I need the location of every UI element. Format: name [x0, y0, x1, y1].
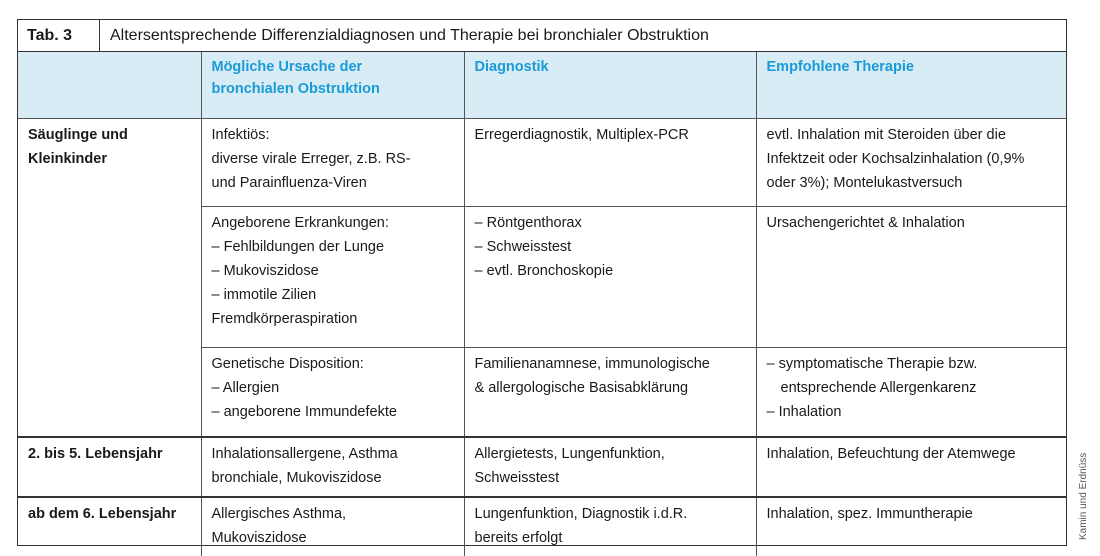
therapy-infectious: evtl. Inhalation mit Steroiden über die Infektzeit oder Kochsalzinhalation (0,9% oder 3%); Montelukastversuch	[756, 119, 1066, 207]
table-row-age6plus	[18, 497, 1066, 556]
diagnostics-age2to5: Allergietests, Lungenfunktion, Schweisstest	[464, 437, 756, 497]
group-age2to5: 2. bis 5. Lebensjahr	[18, 437, 201, 497]
table-row-age2to5	[18, 437, 1066, 497]
image-credit: Kamin und Erdnüss	[1078, 452, 1089, 540]
header-diagnostics: Diagnostik	[464, 52, 756, 119]
therapy-age2to5: Inhalation, Befeuchtung der Atemwege	[756, 437, 1066, 497]
table-title-row	[18, 20, 1066, 52]
diagnostics-age6plus: Lungenfunktion, Diagnostik i.d.R. bereits erfolgt	[464, 497, 756, 556]
diagnostics-genetic: Familienanamnese, immunologische & allergologische Basisabklärung	[464, 348, 756, 437]
header-therapy: Empfohlene Therapie	[756, 52, 1066, 119]
table-row-infectious	[18, 119, 1066, 207]
header-age-empty	[18, 52, 201, 119]
diagnosis-table	[18, 52, 1066, 556]
group-infants: Säuglinge und Kleinkinder	[18, 119, 201, 437]
cause-age6plus: Allergisches Asthma, Mukoviszidose	[201, 497, 464, 556]
cause-genetic: Genetische Disposition: – Allergien – angeborene Immundefekte	[201, 348, 464, 437]
cause-congenital: Angeborene Erkrankungen: – Fehlbildungen der Lunge – Mukoviszidose – immotile Zilien Fremdkörperaspiration	[201, 207, 464, 348]
therapy-congenital: Ursachengerichtet & Inhalation	[756, 207, 1066, 348]
table-number: Tab. 3	[18, 20, 100, 51]
diagnostics-congenital: – Röntgenthorax – Schweisstest – evtl. Bronchoskopie	[464, 207, 756, 348]
therapy-age6plus: Inhalation, spez. Immuntherapie	[756, 497, 1066, 556]
group-age6plus: ab dem 6. Lebensjahr	[18, 497, 201, 556]
table-frame	[17, 19, 1067, 546]
table-title: Altersentsprechende Differenzialdiagnosen und Therapie bei bronchialer Obstruktion	[110, 26, 709, 44]
therapy-genetic: – symptomatische Therapie bzw. entsprechende Allergenkarenz – Inhalation	[756, 348, 1066, 437]
diagnostics-infectious: Erregerdiagnostik, Multiplex-PCR	[464, 119, 756, 207]
cause-age2to5: Inhalationsallergene, Asthma bronchiale, Mukoviszidose	[201, 437, 464, 497]
header-cause: Mögliche Ursache der bronchialen Obstruktion	[201, 52, 464, 119]
cause-infectious: Infektiös: diverse virale Erreger, z.B. RS- und Parainfluenza-Viren	[201, 119, 464, 207]
header-row	[18, 52, 1066, 119]
